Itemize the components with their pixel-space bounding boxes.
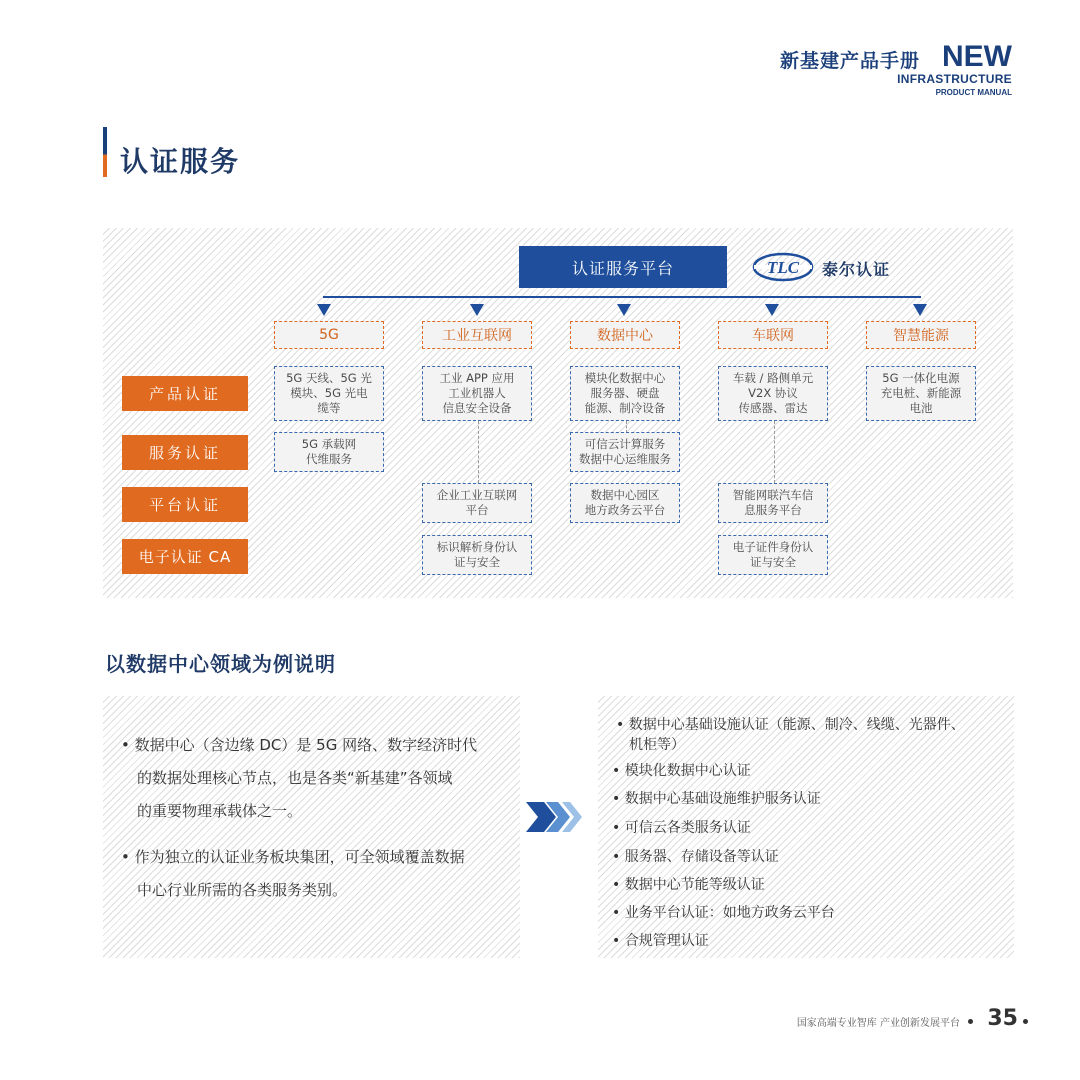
cell-iov-product: 车载 / 路侧单元 V2X 协议 传感器、雷达 [718,366,828,421]
cell-dc-platform: 数据中心园区 地方政务云平台 [570,483,680,523]
description-line: • 数据中心（含边缘 DC）是 5G 网络、数字经济时代 [121,736,478,754]
row-label-platform: 平台认证 [122,487,248,522]
arrow-iiot [470,304,484,316]
cell-iiot-product: 工业 APP 应用 工业机器人 信息安全设备 [422,366,532,421]
category-smart-energy: 智慧能源 [866,321,976,349]
list-item: • 服务器、存储设备等认证 [612,849,779,865]
cell-5g-product: 5G 天线、5G 光 模块、5G 光电 缆等 [274,366,384,421]
connector-iiot [478,421,479,483]
footer-dot [968,1019,973,1024]
footer-dot [1023,1019,1028,1024]
tlc-logo-icon [752,252,814,282]
list-item: • 合规管理认证 [612,933,709,949]
certification-list [598,696,1014,958]
title-accent-bar [103,127,107,177]
page-title: 认证服务 [120,145,241,178]
arrow-5g [317,304,331,316]
list-item: • 模块化数据中心认证 [612,763,751,779]
manual-title-product-manual: PRODUCT MANUAL [935,88,1012,97]
svg-text:TLC: TLC [766,258,800,277]
list-item: • 业务平台认证：如地方政务云平台 [612,905,835,921]
row-label-product: 产品认证 [122,376,248,411]
cell-iov-platform: 智能网联汽车信 息服务平台 [718,483,828,523]
arrow-dc [617,304,631,316]
connector-line [323,296,921,298]
row-label-ca: 电子认证 CA [122,539,248,574]
connector-iov [774,421,775,483]
cell-iiot-platform: 企业工业互联网 平台 [422,483,532,523]
category-data-center: 数据中心 [570,321,680,349]
chevron-arrows-icon [526,800,582,834]
description-line: • 作为独立的认证业务板块集团，可全领域覆盖数据 [121,848,465,866]
section-subtitle: 以数据中心领域为例说明 [105,652,336,676]
category-5g: 5G [274,321,384,349]
description-line: 的数据处理核心节点，也是各类“新基建”各领域 [137,769,453,787]
description-line: 中心行业所需的各类服务类别。 [137,881,348,899]
category-iiot: 工业互联网 [422,321,532,349]
cell-iov-ca: 电子证件身份认 证与安全 [718,535,828,575]
data-center-description [103,696,520,958]
platform-box: 认证服务平台 [519,246,727,288]
cell-iiot-ca: 标识解析身份认 证与安全 [422,535,532,575]
arrow-iov [765,304,779,316]
list-item: • 数据中心基础设施维护服务认证 [612,791,821,807]
list-item: • 数据中心基础设施认证（能源、制冷、线缆、光器件、 [616,717,965,733]
row-label-service: 服务认证 [122,435,248,470]
manual-title-new: NEW [942,40,1012,73]
company-name: 泰尔认证 [822,260,891,279]
category-iov: 车联网 [718,321,828,349]
arrow-energy [913,304,927,316]
cell-dc-product: 模块化数据中心 服务器、硬盘 能源、制冷设备 [570,366,680,421]
manual-title-cn: 新基建产品手册 [779,50,920,72]
list-item: • 数据中心节能等级认证 [612,877,765,893]
cell-energy-product: 5G 一体化电源 充电桩、新能源 电池 [866,366,976,421]
list-item: • 可信云各类服务认证 [612,820,751,836]
page-number: 35 [987,1006,1018,1031]
list-item: 机柜等） [629,737,685,753]
cell-dc-service: 可信云计算服务 数据中心运维服务 [570,432,680,472]
cell-5g-service: 5G 承载网 代维服务 [274,432,384,472]
manual-title-infrastructure: INFRASTRUCTURE [897,72,1012,86]
footer-text: 国家高端专业智库 产业创新发展平台 [796,1018,960,1029]
description-line: 的重要物理承载体之一。 [137,802,303,820]
